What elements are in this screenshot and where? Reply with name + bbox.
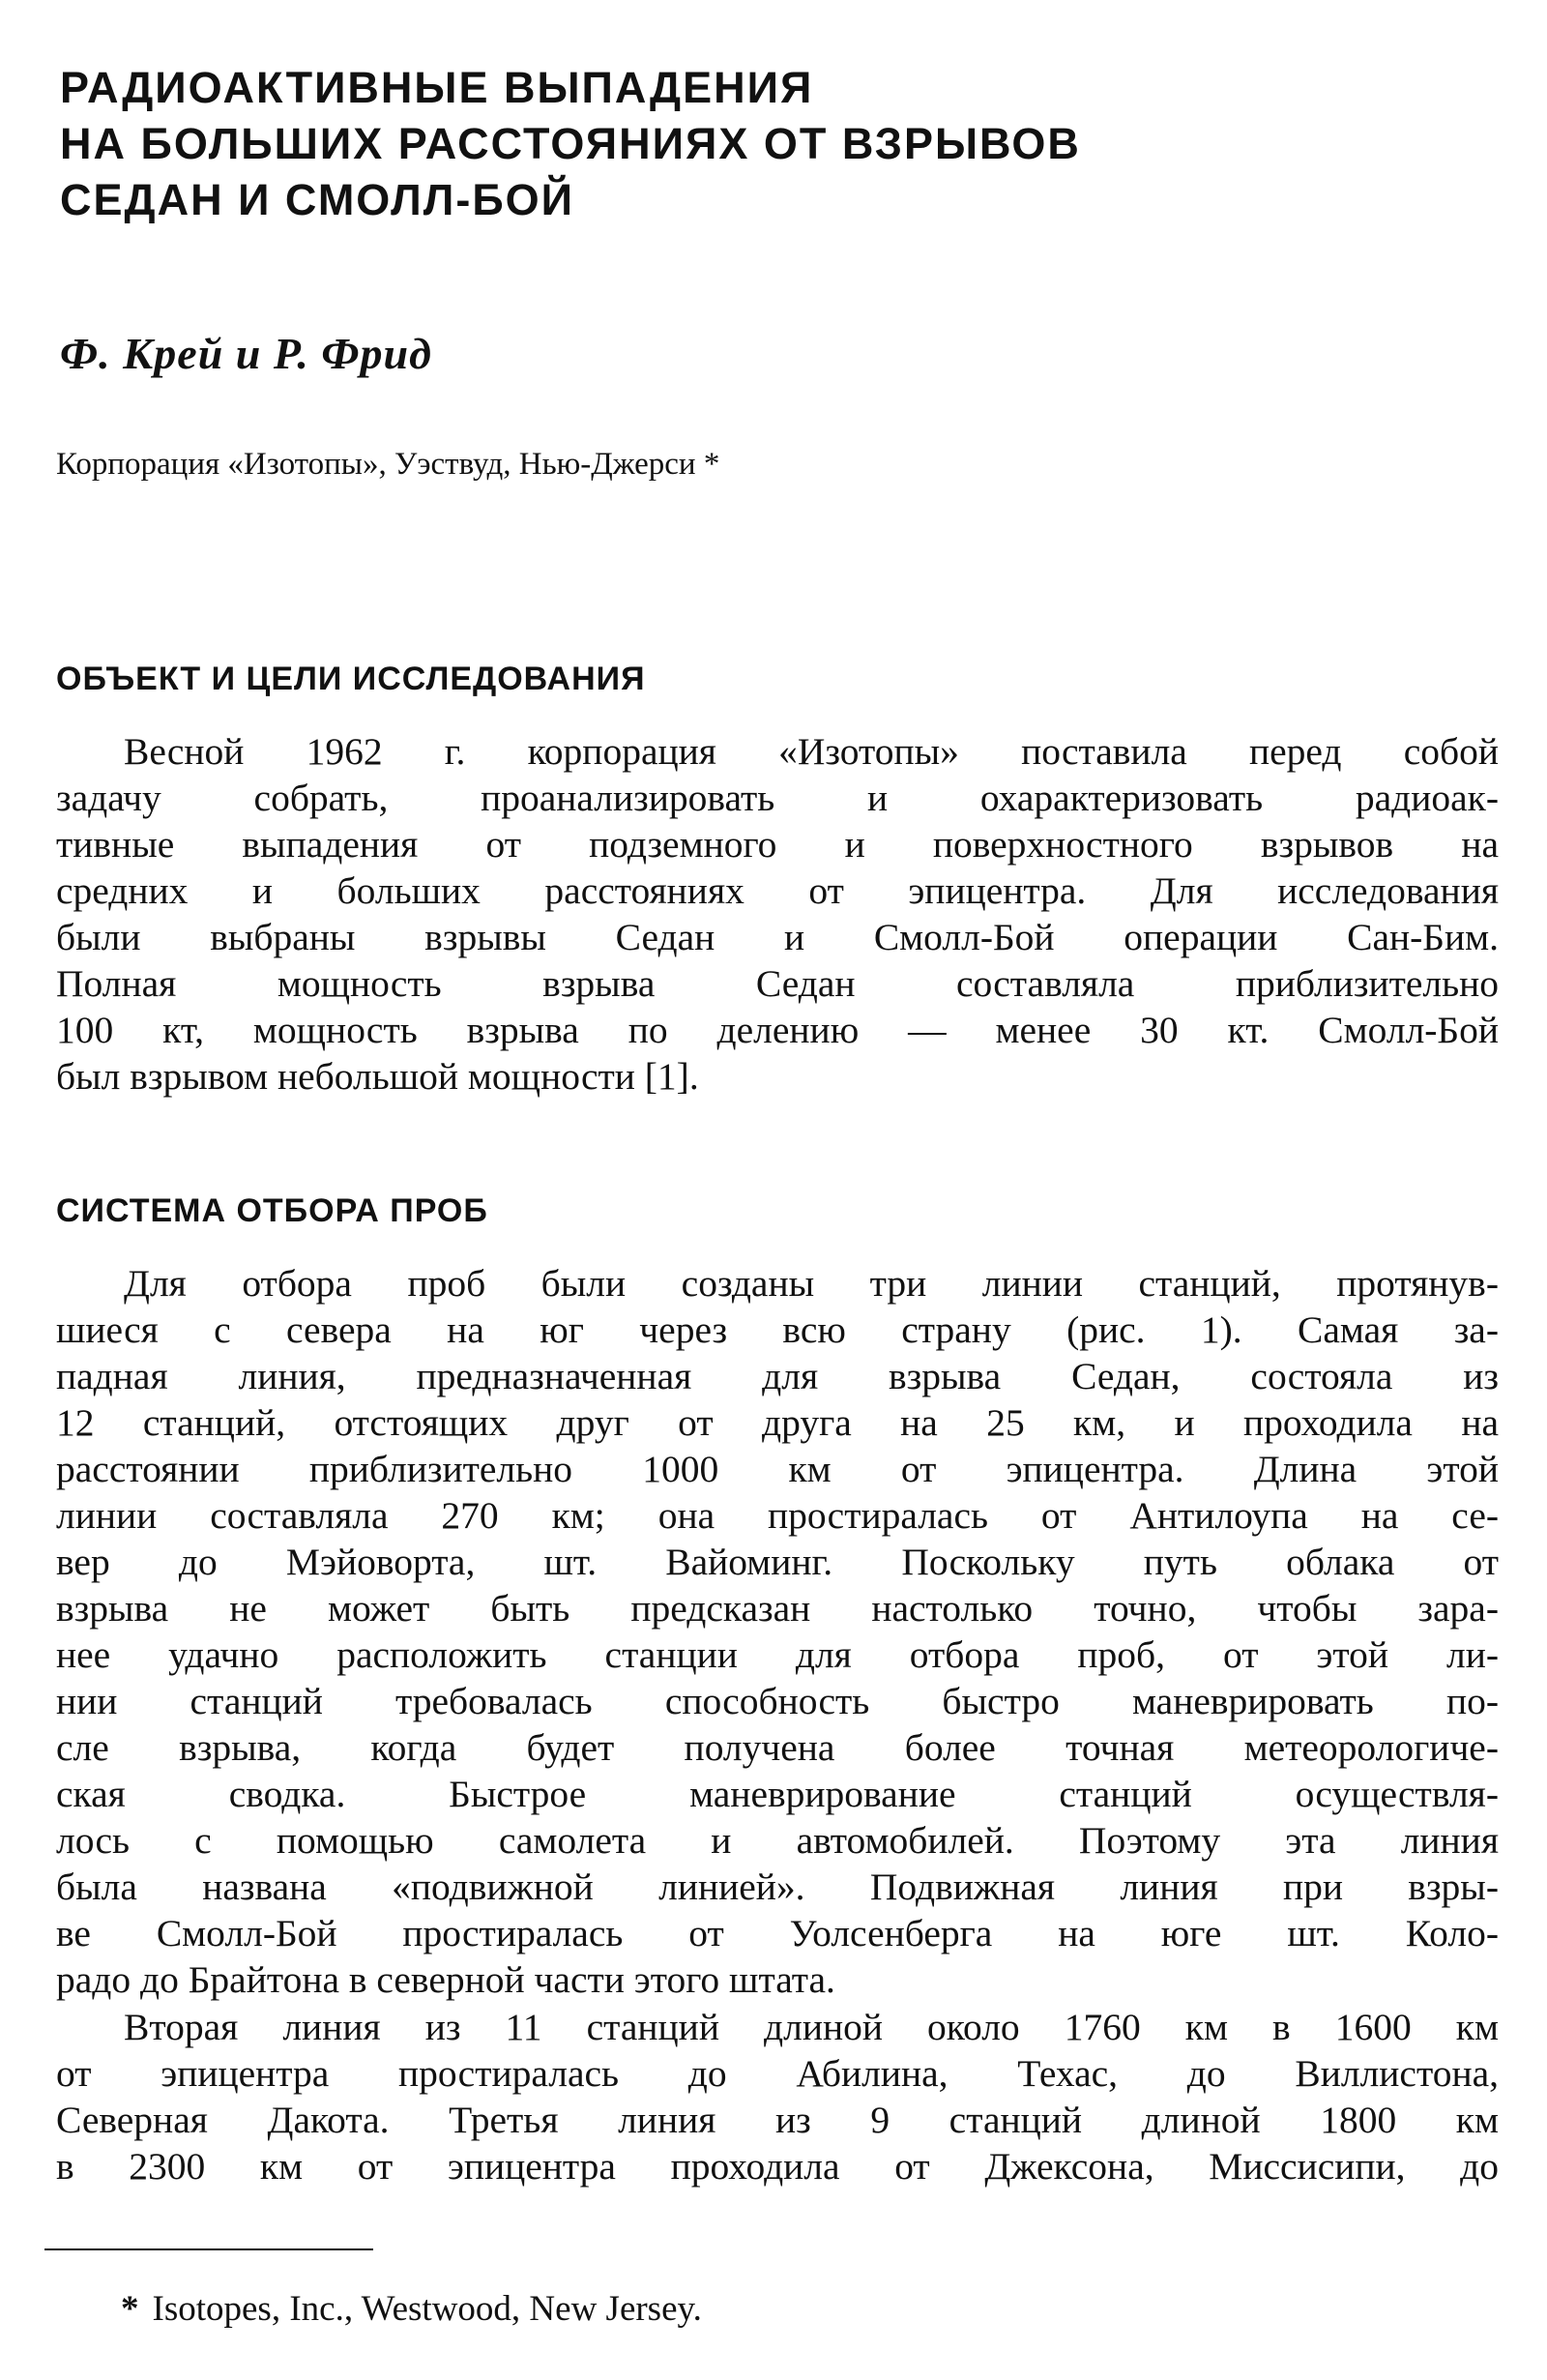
text-line: расстоянии приблизительно 1000 км от эпицентра. Длина этой: [56, 1448, 1499, 1490]
text-line: 100 кт, мощность взрыва по делению — менее 30 кт. Смолл-Бой: [56, 1009, 1499, 1051]
text-line: ская сводка. Быстрое маневрирование станций осуществля-: [56, 1773, 1499, 1815]
text-line: взрыва не может быть предсказан настолько точно, чтобы зара-: [56, 1587, 1499, 1630]
section-heading-objectives: ОБЪЕКТ И ЦЕЛИ ИССЛЕДОВАНИЯ: [56, 661, 646, 697]
authors: Ф. Крей и Р. Фрид: [60, 329, 432, 378]
text-line: Полная мощность взрыва Седан составляла приблизительно: [56, 962, 1499, 1005]
title-line: РАДИОАКТИВНЫЕ ВЫПАДЕНИЯ: [60, 63, 814, 112]
text-line: радо до Брайтона в северной части этого штата.: [56, 1958, 835, 2001]
title-line: НА БОЛЬШИХ РАССТОЯНИЯХ ОТ ВЗРЫВОВ: [60, 119, 1081, 168]
text-line: 12 станций, отстоящих друг от друга на 25 км, и проходила на: [56, 1401, 1499, 1444]
text-line: вер до Мэйоворта, шт. Вайоминг. Поскольку путь облака от: [56, 1541, 1499, 1583]
text-line: нии станций требовалась способность быстро маневрировать по-: [56, 1680, 1499, 1722]
text-line: Вторая линия из 11 станций длиной около 1760 км в 1600 км: [124, 2006, 1499, 2048]
section-heading-sampling: СИСТЕМА ОТБОРА ПРОБ: [56, 1192, 488, 1229]
text-line: в 2300 км от эпицентра проходила от Джексона, Миссисипи, до: [56, 2145, 1499, 2188]
footnote-mark: *: [121, 2289, 139, 2329]
title-line: СЕДАН И СМОЛЛ-БОЙ: [60, 175, 575, 224]
text-line: нее удачно расположить станции для отбора проб, от этой ли-: [56, 1633, 1499, 1676]
text-line: ве Смолл-Бой простиралась от Уолсенберга на юге шт. Коло-: [56, 1912, 1499, 1954]
paragraph-objectives: [56, 728, 1499, 1100]
text-line: лось с помощью самолета и автомобилей. Поэтому эта линия: [56, 1819, 1499, 1862]
text-line: Для отбора проб были созданы три линии станций, протянув-: [124, 1262, 1499, 1305]
text-line: сле взрыва, когда будет получена более точная метеорологиче-: [56, 1726, 1499, 1769]
paragraph-sampling-2: [56, 2004, 1499, 2189]
article-title: [60, 60, 1414, 228]
text-line: были выбраны взрывы Седан и Смолл-Бой операции Сан-Бим.: [56, 916, 1499, 958]
text-line: Весной 1962 г. корпорация «Изотопы» поставила перед собой: [124, 730, 1499, 773]
text-line: задачу собрать, проанализировать и охарактеризовать радиоак-: [56, 777, 1499, 819]
text-line: шиеся с севера на юг через всю страну (рис. 1). Самая за-: [56, 1308, 1499, 1351]
text-line: линии составляла 270 км; она простиралась от Антилоупа на се-: [56, 1494, 1499, 1537]
affiliation: Корпорация «Изотопы», Уэствуд, Нью-Джерси *: [56, 447, 720, 482]
footnote-text: Isotopes, Inc., Westwood, New Jersey.: [152, 2289, 702, 2329]
footnote-divider: [44, 2248, 373, 2250]
text-line: средних и больших расстояниях от эпицентра. Для исследования: [56, 869, 1499, 912]
text-line: была названа «подвижной линией». Подвижная линия при взры-: [56, 1866, 1499, 1908]
text-line: от эпицентра простиралась до Абилина, Техас, до Виллистона,: [56, 2052, 1499, 2095]
text-line: падная линия, предназначенная для взрыва Седан, состояла из: [56, 1355, 1499, 1397]
text-line: тивные выпадения от подземного и поверхностного взрывов на: [56, 823, 1499, 866]
paragraph-sampling-1: [56, 1260, 1499, 2003]
text-line: Северная Дакота. Третья линия из 9 станций длиной 1800 км: [56, 2099, 1499, 2141]
footnote: [121, 2287, 702, 2332]
text-line: был взрывом небольшой мощности [1].: [56, 1055, 699, 1098]
